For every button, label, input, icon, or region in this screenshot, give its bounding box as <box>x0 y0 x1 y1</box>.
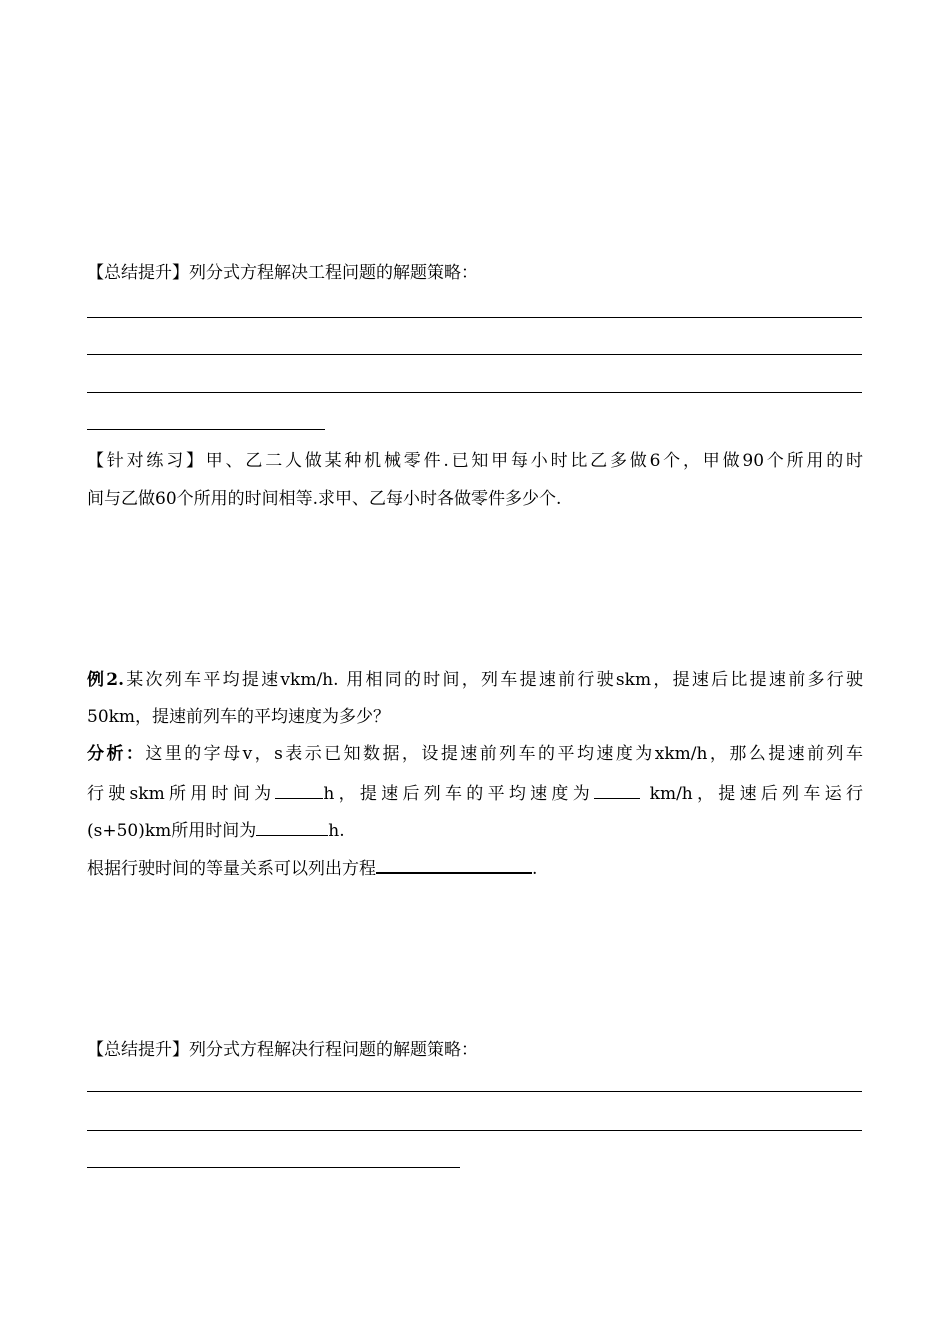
example-2-line-1 <box>87 668 863 692</box>
analysis-line-4 <box>87 854 537 881</box>
example-label: 例2. <box>87 670 125 690</box>
summary-2-text: 列分式方程解决行程问题的解题策略： <box>189 1040 478 1060</box>
text: 根据行驶时间的等量关系可以列出方程 <box>87 859 376 879</box>
summary-2 <box>87 1038 478 1062</box>
analysis-line-2 <box>87 780 863 806</box>
blank-speed[interactable] <box>594 780 640 799</box>
text: km/h，提速后列车运行 <box>639 784 863 804</box>
text: . <box>532 859 538 879</box>
practice-heading: 【针对练习】 <box>87 451 206 471</box>
answer-line[interactable] <box>87 354 862 355</box>
summary-1-text: 列分式方程解决工程问题的解题策略： <box>189 263 478 283</box>
answer-line[interactable] <box>87 317 862 318</box>
answer-line[interactable] <box>87 392 862 393</box>
blank-time-after[interactable] <box>256 817 328 836</box>
blank-time[interactable] <box>275 780 323 799</box>
text: (s+50)km所用时间为 <box>87 821 257 841</box>
example-2-line-2: 50km，提速前列车的平均速度为多少？ <box>87 707 391 727</box>
summary-1 <box>87 261 478 285</box>
analysis-line-3 <box>87 817 345 843</box>
analysis-text: 这里的字母v，s表示已知数据，设提速前列车的平均速度为xkm/h，那么提速前列车 <box>145 744 863 764</box>
analysis-line-1 <box>87 742 863 766</box>
answer-line[interactable] <box>87 1130 862 1131</box>
blank-equation[interactable] <box>376 854 532 874</box>
text: h，提速后列车的平均速度为 <box>323 784 594 804</box>
answer-line[interactable] <box>87 429 325 430</box>
practice-line-2: 间与乙做60个所用的时间相等.求甲、乙每小时各做零件多少个. <box>87 489 562 509</box>
answer-line[interactable] <box>87 1091 862 1092</box>
practice-line-1 <box>87 449 863 473</box>
example-text: 某次列车平均提速vkm/h. 用相同的时间，列车提速前行驶skm，提速后比提速前多行驶 <box>124 670 863 690</box>
text: h. <box>328 821 345 841</box>
summary-2-heading: 【总结提升】 <box>87 1040 189 1060</box>
practice-text: 甲、乙二人做某种机械零件.已知甲每小时比乙多做6个，甲做90个所用的时 <box>205 451 863 471</box>
answer-line[interactable] <box>87 1167 460 1168</box>
text: 行驶skm所用时间为 <box>87 784 276 804</box>
summary-1-heading: 【总结提升】 <box>87 263 189 283</box>
analysis-label: 分析： <box>87 744 146 764</box>
